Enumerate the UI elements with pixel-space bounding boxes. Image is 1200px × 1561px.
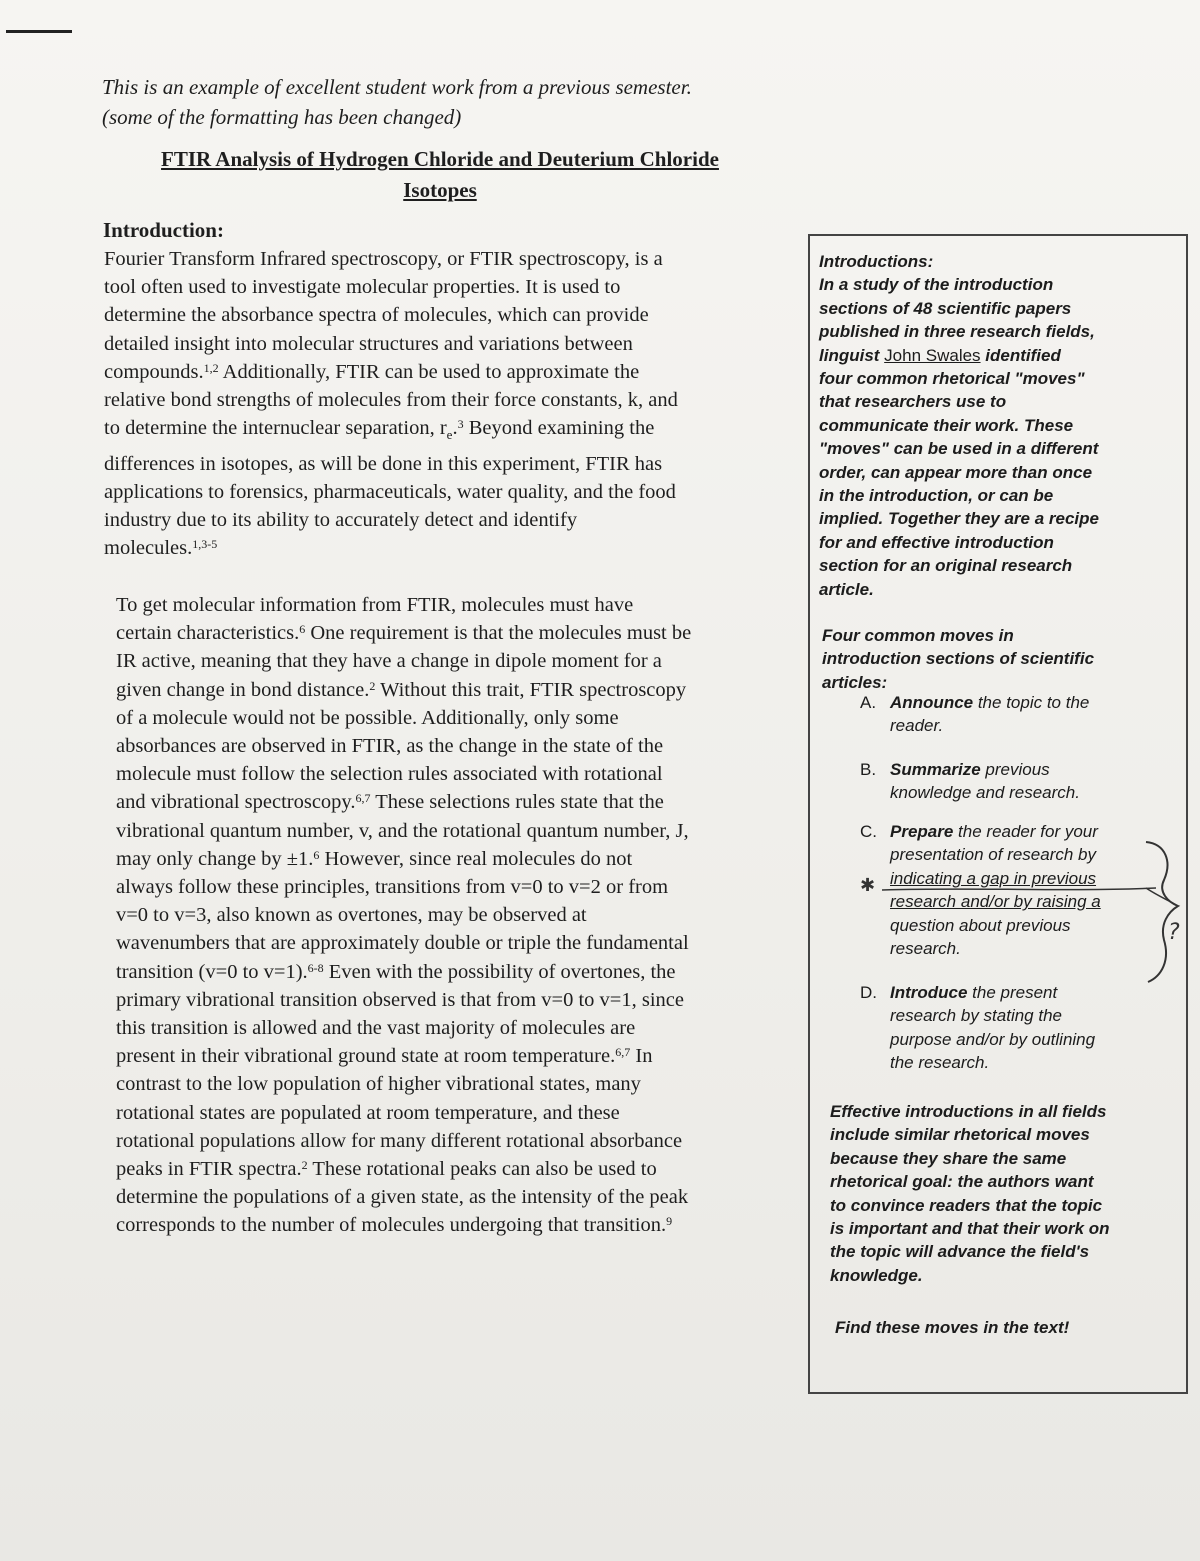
paragraph-2-line: determine the populations of a given state, as the intensity of the peak [116, 1186, 689, 1209]
paragraph-2-line: may only change by ±1.$^6$ However, since real molecules do not [116, 847, 633, 870]
moves-heading-line: Four common moves in [822, 626, 1014, 645]
question-mark-annotation: ? [1168, 920, 1180, 945]
paragraph-1-line: relative bond strengths of molecules from their force constants, k, and [104, 389, 678, 412]
paragraph-1-line: molecules.$^{1,3-5}$ [104, 537, 218, 560]
paragraph-2-line: given change in bond distance.$^2$ Without this trait, FTIR spectroscopy [116, 678, 687, 701]
move-line: research. [890, 939, 961, 959]
citation-superscript: 1,2 [203, 360, 219, 375]
sidebar-intro-line: order, can appear more than once [819, 462, 1093, 482]
sidebar-intro-line: sections of 48 scientific papers [819, 298, 1072, 318]
sidebar-intro-line: linguist John Swales identified [819, 345, 1061, 365]
paragraph-1-line: detailed insight into molecular structures and variations between [104, 332, 633, 355]
sidebar-intro-line: published in three research fields, [819, 322, 1095, 342]
sidebar-intro-line: that researchers use to [819, 392, 1007, 412]
sidebar-intro-line: Introductions: [819, 252, 934, 271]
citation-superscript: 6-8 [307, 960, 324, 975]
sidebar-intro-line: article. [819, 579, 874, 599]
paragraph-2-line: vibrational quantum number, v, and the rotational quantum number, J, [116, 819, 689, 842]
paragraph-2-line: IR active, meaning that they have a change in dipole moment for a [116, 650, 662, 673]
move-line: question about previous [890, 915, 1071, 935]
move-line: purpose and/or by outlining [890, 1029, 1096, 1049]
header-note-line: This is an example of excellent student work from a previous semester. [102, 75, 692, 99]
paragraph-1-line: differences in isotopes, as will be done in this experiment, FTIR has [104, 452, 663, 475]
citation-superscript: 1,3-5 [192, 537, 218, 552]
citation-superscript: 6 [313, 847, 320, 862]
title-line: Isotopes [403, 178, 477, 202]
find-moves-prompt: Find these moves in the text! [835, 1318, 1070, 1337]
citation-superscript: 2 [369, 678, 376, 693]
corner-mark [6, 30, 72, 33]
paragraph-2-line: corresponds to the number of molecules undergoing that transition.$^9$ [116, 1214, 673, 1237]
paragraph-1-line: determine the absorbance spectra of molecules, which can provide [104, 304, 649, 327]
paragraph-2-line: absorbances are observed in FTIR, as the change in the state of the [116, 735, 664, 758]
move-line: presentation of research by [890, 845, 1097, 865]
paragraph-2-line: wavenumbers that are approximately double or triple the fundamental [116, 932, 689, 955]
effective-line: Effective introductions in all fields [830, 1102, 1107, 1121]
introduction-paragraph-1 [104, 245, 678, 562]
paragraph-2-line: always follow these principles, transitions from v=0 to v=2 or from [116, 876, 669, 899]
moves-heading [822, 624, 1094, 694]
title-line: FTIR Analysis of Hydrogen Chloride and Deuterium Chloride [161, 147, 719, 171]
header-note [102, 72, 802, 132]
move-item [860, 691, 1089, 738]
header-note-line: (some of the formatting has been changed) [102, 105, 462, 129]
moves-heading-line: articles: [822, 672, 888, 692]
paragraph-1-line: industry due to its ability to accurately detect and identify [104, 508, 578, 531]
sidebar-intro-line: section for an original research [819, 556, 1073, 576]
move-line: reader. [890, 716, 944, 736]
sidebar-intro-line: for and effective introduction [819, 532, 1054, 552]
sidebar-intro-line: in the introduction, or can be [819, 486, 1054, 506]
sidebar-intro-line: communicate their work. These [819, 415, 1074, 435]
move-item [860, 981, 1095, 1075]
move-verb: Introduce [890, 983, 968, 1002]
paragraph-2-line: and vibrational spectroscopy.$^{6,7}$ These selections rules state that the [116, 791, 664, 814]
citation-superscript: 6 [299, 622, 306, 637]
move-letter: C. [860, 822, 877, 841]
move-item [860, 758, 1080, 805]
gap-underline-annotation [880, 884, 1160, 894]
effective-line: is important and that their work on [830, 1219, 1110, 1239]
sidebar-intro-line: In a study of the introduction [819, 275, 1054, 295]
citation-superscript: 2 [301, 1158, 308, 1173]
paragraph-1-line: applications to forensics, pharmaceuticals, water quality, and the food [104, 480, 676, 503]
citation-superscript: 9 [666, 1214, 673, 1229]
sidebar-intro-line: implied. Together they are a recipe [819, 509, 1099, 529]
sidebar-intro-line: four common rhetorical "moves" [819, 369, 1085, 389]
move-line: knowledge and research. [890, 783, 1080, 803]
move-verb: Announce [890, 693, 974, 712]
move-letter: A. [860, 693, 877, 712]
introduction-paragraph-2 [116, 591, 691, 1240]
move-verb: Prepare [890, 822, 954, 841]
paragraph-1-line: to determine the internuclear separation, $r_e.^3$ Beyond examining the [104, 417, 655, 443]
paragraph-2-line: present in their vibrational ground state at room temperature.$^{6,7}$ In [116, 1045, 653, 1068]
paragraph-2-line: v=0 to v=3, also known as overtones, may be observed at [116, 904, 587, 927]
moves-heading-line: introduction sections of scientific [822, 649, 1095, 669]
bracket-annotation-icon [1138, 836, 1188, 986]
rhetorical-moves-sidebar [808, 234, 1188, 1394]
paragraph-2-line: molecule must follow the selection rules associated with rotational [116, 763, 663, 786]
move-line: A. Announce the topic to the [860, 691, 1089, 714]
effective-line: rhetorical goal: the authors want [830, 1172, 1094, 1192]
star-annotation-icon: ✱ [860, 875, 876, 896]
paper-title [110, 144, 770, 206]
paragraph-1-line: compounds.$^{1,2}$ Additionally, FTIR can be used to approximate the [104, 360, 640, 383]
effective-line: the topic will advance the field's [830, 1242, 1090, 1262]
paragraph-2-line: of a molecule would not be possible. Additionally, only some [116, 706, 619, 729]
effective-introductions-note [830, 1100, 1110, 1287]
move-letter: B. [860, 760, 877, 779]
move-line: research by stating the [890, 1006, 1062, 1026]
effective-line: because they share the same [830, 1148, 1067, 1168]
subscript: e [446, 427, 453, 443]
paragraph-2-line: peaks in FTIR spectra.$^2$ These rotational peaks can also be used to [116, 1158, 657, 1181]
effective-line: knowledge. [830, 1265, 923, 1285]
paragraph-2-line: primary vibrational transition observed is that from v=0 to v=1, since [116, 988, 684, 1011]
paragraph-2-line: rotational populations allow for many different rotational absorbance [116, 1129, 683, 1152]
introduction-heading: Introduction: [103, 218, 224, 242]
move-line: D. Introduce the present [860, 981, 1095, 1004]
effective-line: include similar rhetorical moves [830, 1125, 1090, 1145]
move-letter: D. [860, 983, 877, 1002]
sidebar-intro [819, 250, 1099, 601]
paragraph-2-line: To get molecular information from FTIR, molecules must have [116, 594, 634, 616]
paragraph-1-line: Fourier Transform Infrared spectroscopy, or FTIR spectroscopy, is a [104, 248, 663, 270]
citation-superscript: 3 [457, 417, 464, 432]
paragraph-2-line: contrast to the low population of higher vibrational states, many [116, 1073, 641, 1096]
paragraph-2-line: certain characteristics.$^6$ One requirement is that the molecules must be [116, 622, 692, 645]
move-line: indicating a gap in previous [890, 868, 1097, 888]
paragraph-2-line: this transition is allowed and the vast majority of molecules are [116, 1017, 636, 1040]
paragraph-2-line: transition (v=0 to v=1).$^{6-8}$ Even with the possibility of overtones, the [116, 960, 676, 983]
swales-name: John Swales [884, 345, 981, 365]
paragraph-2-line: rotational states are populated at room temperature, and these [116, 1101, 620, 1124]
sidebar-intro-line: "moves" can be used in a different [819, 439, 1099, 459]
move-line: C. Prepare the reader for your [860, 820, 1101, 843]
effective-line: to convince readers that the topic [830, 1195, 1103, 1215]
paragraph-1-line: tool often used to investigate molecular properties. It is used to [104, 276, 621, 299]
move-line: B. Summarize previous [860, 758, 1080, 781]
citation-superscript: 6,7 [355, 791, 371, 806]
move-verb: Summarize [890, 760, 981, 779]
citation-superscript: 6,7 [615, 1045, 631, 1060]
move-line: research and/or by raising a [890, 892, 1101, 912]
move-line: the research. [890, 1053, 990, 1073]
